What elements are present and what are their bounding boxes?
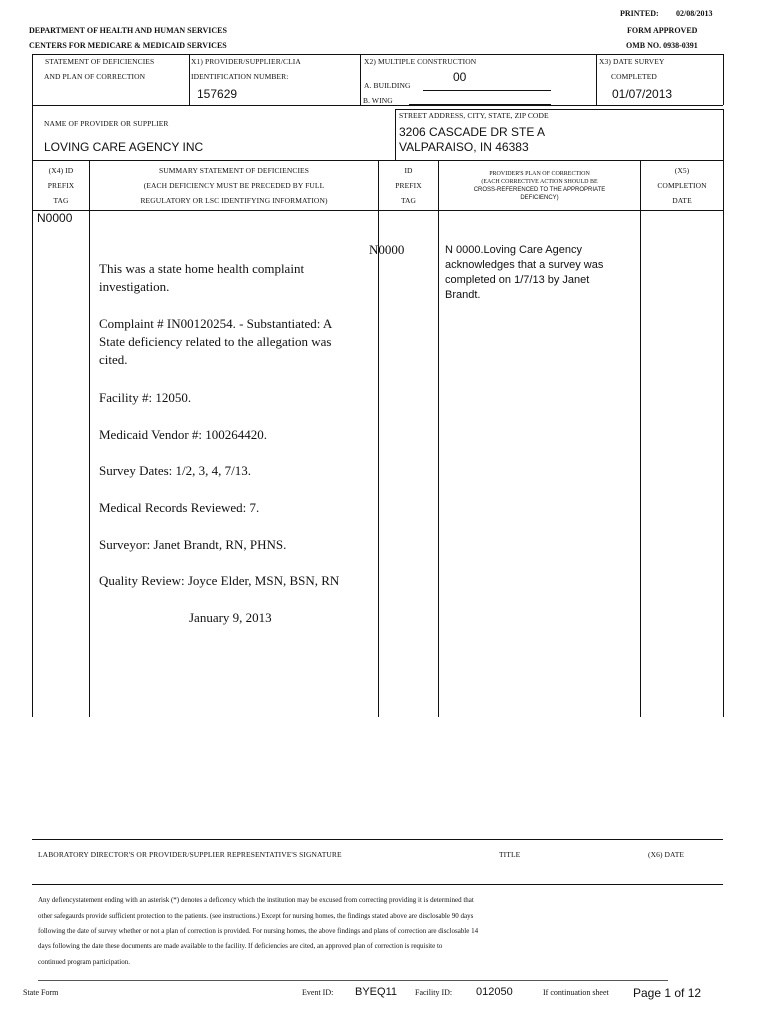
footnote-line-1: Any defiencystatement ending with an asterisk (*) denotes a deficency which the institution may be excused from correcting providing it is determined that [38,896,474,904]
para-medical-records: Medical Records Reviewed: 7. [99,500,260,515]
provider-name-label: NAME OF PROVIDER OR SUPPLIER [44,119,169,128]
para-quality-review: Quality Review: Joyce Elder, MSN, BSN, RN [99,573,340,588]
footnote-line-2: other safegaurds provide sufficient protection to the patients. (see instructions.) Except for nursing homes, the findings stated above are disclosable 90 days [38,912,474,920]
x3-label: X3) DATE SURVEY [599,57,665,66]
rule [32,105,33,160]
survey-date: 01/07/2013 [612,87,673,101]
x5-header-1: (X5) [674,166,690,175]
summary-header-3: REGULATORY OR LSC IDENTIFYING INFORMATION) [140,196,328,205]
rule [89,160,90,717]
right-tag: N0000 [369,242,405,257]
continuation-label: If continuation sheet [543,988,609,997]
signature-label: LABORATORY DIRECTOR'S OR PROVIDER/SUPPLIER REPRESENTATIVE'S SIGNATURE [38,850,342,859]
facility-id-value: 012050 [476,986,513,998]
address-label: STREET ADDRESS, CITY, STATE, ZIP CODE [399,111,549,120]
rule [723,160,724,717]
building-label: A. BUILDING [364,81,411,90]
plan-header-1: PROVIDER'S PLAN OF CORRECTION [489,171,590,177]
rule [32,210,723,211]
provider-name: LOVING CARE AGENCY INC [44,140,204,154]
x4-header-1: (X4) ID [48,166,74,175]
id-header-1: ID [404,166,413,175]
rule [189,54,190,105]
para-facility: Facility #: 12050. [99,390,192,405]
rule [438,160,439,717]
wing-label: B. WING [363,96,393,105]
x3-label-2: COMPLETED [611,72,657,81]
rule [32,54,723,55]
para-complaint-number: Complaint # IN00120254. - Substantiated: A State deficiency related to the allegation was cited. [99,316,332,367]
x2-label: X2) MULTIPLE CONSTRUCTION [364,57,477,66]
rule [395,109,723,110]
rule [32,105,723,106]
printed-label: PRINTED: [620,9,659,18]
building-value: 00 [453,70,467,84]
x1-label: X1) PROVIDER/SUPPLIER/CLIA [191,57,301,66]
para-survey-dates: Survey Dates: 1/2, 3, 4, 7/13. [99,463,252,478]
centers-title: CENTERS FOR MEDICARE & MEDICAID SERVICES [29,41,227,50]
rule [32,839,723,840]
rule [723,54,724,105]
x5-header-2: COMPLETION [657,181,707,190]
summary-header-2: (EACH DEFICIENCY MUST BE PRECEDED BY FULL [143,181,325,190]
para-surveyor: Surveyor: Janet Brandt, RN, PHNS. [99,537,287,552]
rule [360,54,361,105]
id-header-3: TAG [400,196,417,205]
para-date: January 9, 2013 [189,610,272,625]
state-form: State Form [23,988,59,997]
rule [640,160,641,717]
x4-header-3: TAG [53,196,69,205]
rule [32,210,33,717]
rule [32,54,33,105]
event-id-label: Event ID: [302,988,334,997]
para-medicaid-vendor: Medicaid Vendor #: 100264420. [99,427,268,442]
event-id-value: BYEQ11 [355,986,397,998]
summary-header-1: SUMMARY STATEMENT OF DEFICIENCIES [158,166,309,175]
rule [596,54,597,105]
statement-label-2: AND PLAN OF CORRECTION [44,72,146,81]
x4-header-2: PREFIX [47,181,75,190]
plan-header-3: CROSS-REFERENCED TO THE APPROPRIATE [473,187,606,193]
x1-label-2: IDENTIFICATION NUMBER: [191,72,289,81]
footnote-line-3: following the date of survey whether or not a plan of correction is provided. For nursing homes, the above findings and plans of correction are disclosable 14 [38,927,479,935]
address-line-1: 3206 CASCADE DR STE A [399,125,546,139]
footnote-line-5: continued program participation. [38,958,130,966]
rule [32,884,723,885]
rule [423,90,551,91]
omb-number: OMB NO. 0938-0391 [626,41,698,50]
plan-header-2: (EACH CORRECTIVE ACTION SHOULD BE [481,179,598,185]
id-header-2: PREFIX [395,181,422,190]
statement-label: STATEMENT OF DEFICIENCIES [45,57,155,66]
rule [395,109,396,160]
form-approved: FORM APPROVED [627,26,698,35]
plan-header-4: DEFICIENCY) [520,195,559,201]
rule [409,104,551,105]
left-tag: N0000 [37,211,73,225]
rule [723,109,724,160]
plan-of-correction-text: N 0000.Loving Care Agency acknowledges that a survey was completed on 1/7/13 by Janet Brandt. [445,244,604,301]
para-complaint-investigation: This was a state home health complaint investigation. [99,261,305,294]
rule [38,980,668,981]
provider-id: 157629 [197,87,238,101]
department-title: DEPARTMENT OF HEALTH AND HUMAN SERVICES [29,26,227,35]
address-line-2: VALPARAISO, IN 46383 [399,140,529,154]
title-label: TITLE [499,850,521,859]
x6-date-label: (X6) DATE [648,850,685,859]
page-number: Page 1 of 12 [633,986,702,1000]
footnote-line-4: days following the date these documents are made available to the facility. If deficiencies are cited, an approved plan of correction is requisite to [38,942,443,950]
x5-header-3: DATE [672,196,692,205]
facility-id-label: Facility ID: [415,988,453,997]
printed-date: 02/08/2013 [676,9,713,18]
